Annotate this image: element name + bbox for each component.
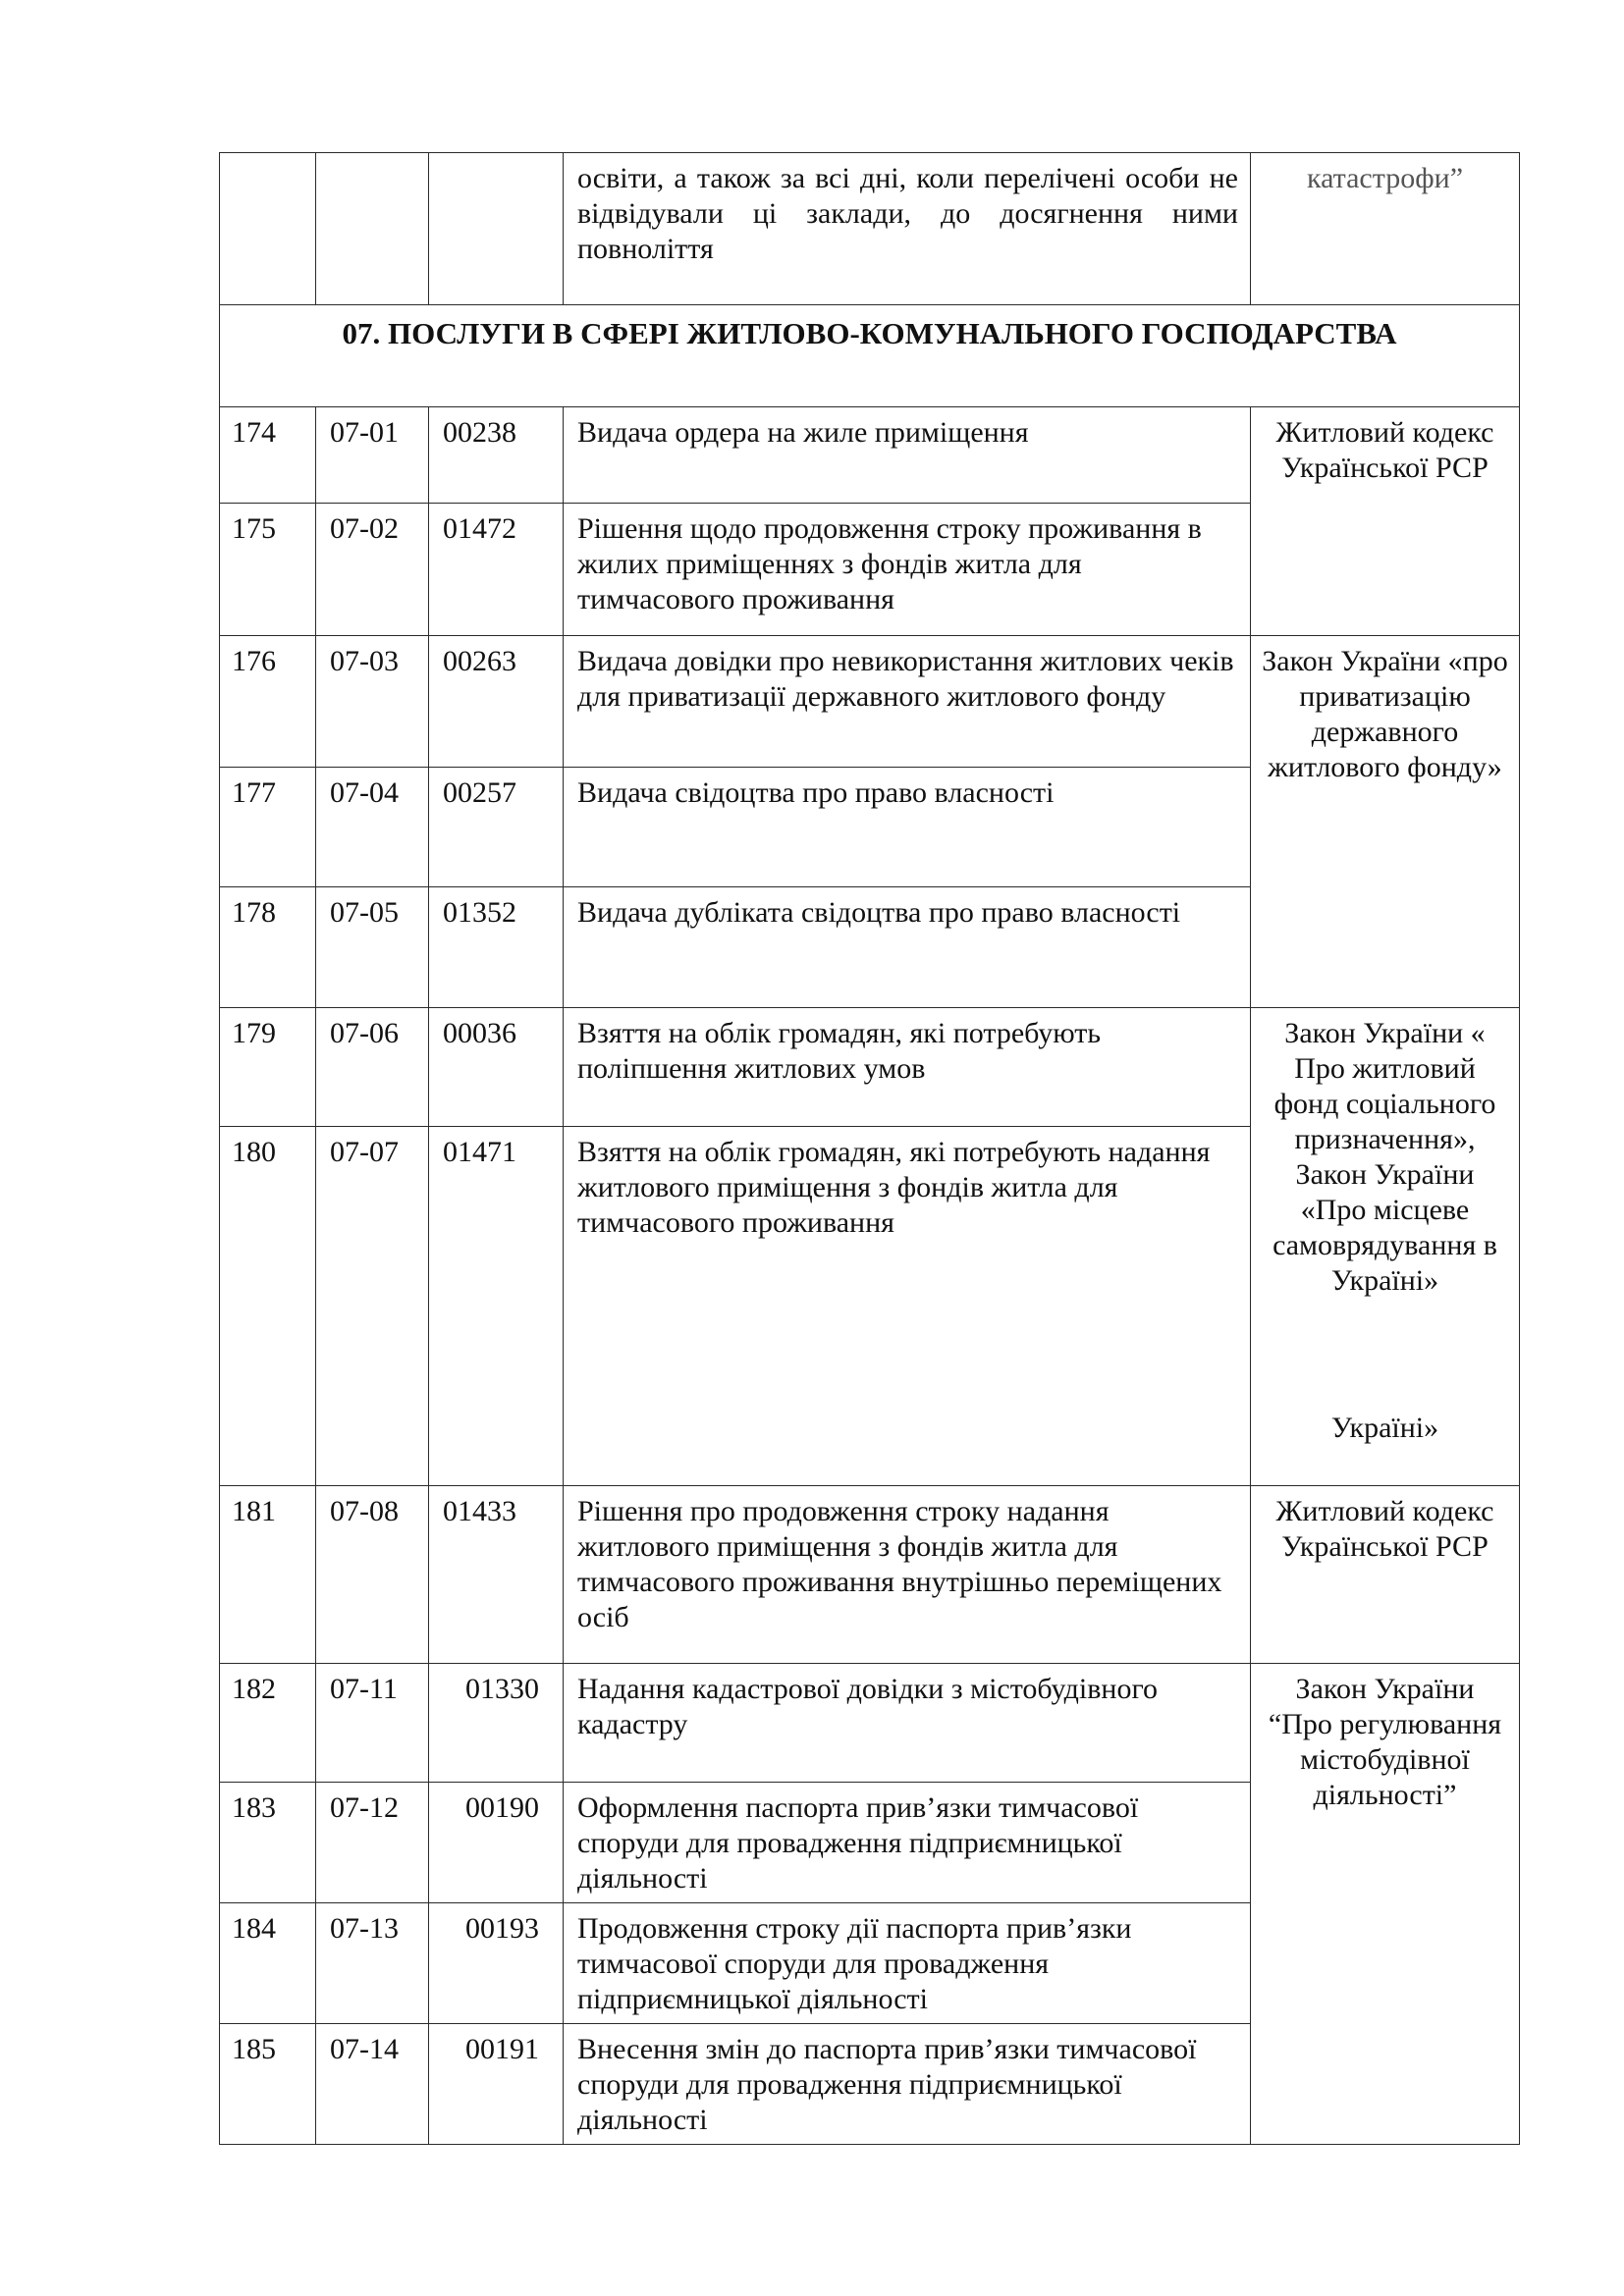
cell-law: Закон України «про приватизацію державного житлового фонду»: [1251, 636, 1520, 1008]
cell-num: 181: [220, 1486, 316, 1664]
cell-id: 01330: [429, 1664, 564, 1783]
cell-id: 00191: [429, 2024, 564, 2145]
cell-service-name: Оформлення паспорта прив’язки тимчасової споруди для провадження підприємницької діяльності: [564, 1783, 1251, 1903]
table-row: [220, 1008, 1520, 1127]
table-row: [220, 407, 1520, 504]
cell-num: [220, 153, 316, 305]
cell-code: 07-11: [316, 1664, 429, 1783]
section-row: [220, 305, 1520, 407]
cell-id: 01471: [429, 1127, 564, 1486]
cell-id: 00193: [429, 1903, 564, 2024]
cell-service-name: освіти, а також за всі дні, коли перелічені особи не відвідували ці заклади, до досягнення ними повноліття: [564, 153, 1251, 305]
cell-code: [316, 153, 429, 305]
cell-num: 184: [220, 1903, 316, 2024]
cell-code: 07-03: [316, 636, 429, 768]
cell-num: 182: [220, 1664, 316, 1783]
cell-service-name: Надання кадастрової довідки з містобудівного кадастру: [564, 1664, 1251, 1783]
cell-id: 00263: [429, 636, 564, 768]
section-title: 07. ПОСЛУГИ В СФЕРІ ЖИТЛОВО-КОМУНАЛЬНОГО ГОСПОДАРСТВА: [220, 305, 1520, 407]
cell-code: 07-07: [316, 1127, 429, 1486]
cell-id: 00190: [429, 1783, 564, 1903]
cell-code: 07-14: [316, 2024, 429, 2145]
table-row: [220, 636, 1520, 768]
cell-service-name: Видача довідки про невикористання житлових чеків для приватизації державного житлового фонду: [564, 636, 1251, 768]
law-text: Закон України « Про житловий фонд соціального призначення», Закон України «Про місцеве самоврядування в Україні»: [1272, 1017, 1497, 1297]
cell-service-name: Взяття на облік громадян, які потребують надання житлового приміщення з фондів житла для тимчасового проживання: [564, 1127, 1251, 1486]
cell-code: 07-01: [316, 407, 429, 504]
cell-code: 07-02: [316, 504, 429, 636]
cell-code: 07-04: [316, 768, 429, 887]
cell-id: [429, 153, 564, 305]
cell-code: 07-12: [316, 1783, 429, 1903]
cell-law: [1251, 1008, 1520, 1486]
cell-num: 175: [220, 504, 316, 636]
cell-num: 176: [220, 636, 316, 768]
table-row: [220, 1486, 1520, 1664]
cell-num: 183: [220, 1783, 316, 1903]
cell-law: Закон України “Про регулювання містобудівної діяльності”: [1251, 1664, 1520, 2145]
cell-num: 177: [220, 768, 316, 887]
cell-service-name: Рішення щодо продовження строку проживання в жилих приміщеннях з фондів житла для тимчасового проживання: [564, 504, 1251, 636]
cell-code: 07-05: [316, 887, 429, 1008]
cell-service-name: Взяття на облік громадян, які потребують поліпшення житлових умов: [564, 1008, 1251, 1127]
cell-id: 00238: [429, 407, 564, 504]
cell-service-name: Видача дубліката свідоцтва про право власності: [564, 887, 1251, 1008]
cell-service-name: Видача ордера на жиле приміщення: [564, 407, 1251, 504]
cell-law: катастрофи”: [1251, 153, 1520, 305]
cell-num: 178: [220, 887, 316, 1008]
law-text-extra: Україні»: [1330, 1412, 1439, 1444]
cell-num: 179: [220, 1008, 316, 1127]
cell-service-name: Видача свідоцтва про право власності: [564, 768, 1251, 887]
cell-law: Житловий кодекс Української РСР: [1251, 407, 1520, 636]
cell-num: 180: [220, 1127, 316, 1486]
cell-code: 07-13: [316, 1903, 429, 2024]
table-row: [220, 1664, 1520, 1783]
cell-id: 00257: [429, 768, 564, 887]
cell-id: 01352: [429, 887, 564, 1008]
cell-num: 174: [220, 407, 316, 504]
cell-code: 07-08: [316, 1486, 429, 1664]
table-row-continued: [220, 153, 1520, 305]
cell-service-name: Рішення про продовження строку надання житлового приміщення з фондів житла для тимчасового проживання внутрішньо переміщених осіб: [564, 1486, 1251, 1664]
cell-id: 01472: [429, 504, 564, 636]
cell-num: 185: [220, 2024, 316, 2145]
cell-id: 01433: [429, 1486, 564, 1664]
cell-service-name: Внесення змін до паспорта прив’язки тимчасової споруди для провадження підприємницької діяльності: [564, 2024, 1251, 2145]
cell-service-name: Продовження строку дії паспорта прив’язки тимчасової споруди для провадження підприємницької діяльності: [564, 1903, 1251, 2024]
cell-id: 00036: [429, 1008, 564, 1127]
cell-code: 07-06: [316, 1008, 429, 1127]
services-table: [219, 152, 1520, 2145]
cell-law: Житловий кодекс Української РСР: [1251, 1486, 1520, 1664]
